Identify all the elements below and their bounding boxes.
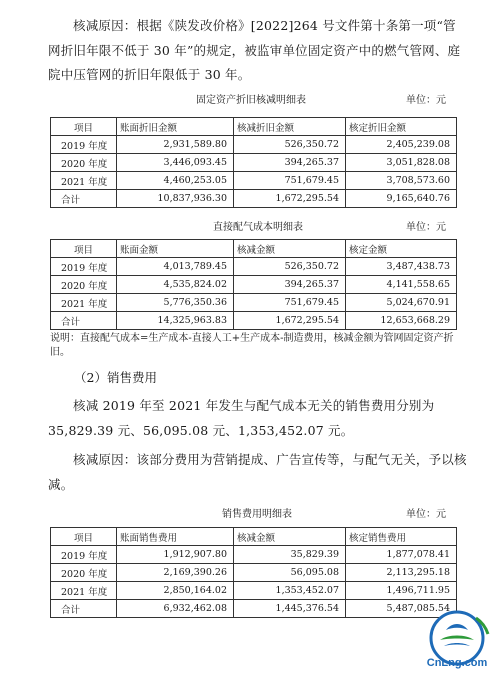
cell-deduct: 1,672,295.54 bbox=[234, 312, 346, 330]
cell-approved: 1,496,711.95 bbox=[346, 582, 457, 600]
header-cell: 账面销售费用 bbox=[117, 528, 234, 546]
unit-label-3: 单位：元 bbox=[406, 509, 446, 520]
cell-book: 4,535,824.02 bbox=[117, 276, 234, 294]
header-cell: 账面折旧金额 bbox=[117, 118, 234, 136]
cell-approved: 12,653,668.29 bbox=[346, 312, 457, 330]
table-total-row bbox=[51, 600, 457, 618]
table-row bbox=[51, 546, 457, 564]
cell-approved: 3,487,438.73 bbox=[346, 258, 457, 276]
header-cell: 核减折旧金额 bbox=[234, 118, 346, 136]
unit-label-1: 单位：元 bbox=[406, 95, 446, 106]
cell-approved: 4,141,558.65 bbox=[346, 276, 457, 294]
row-label: 合计 bbox=[51, 312, 117, 330]
table-title-direct-cost: 直接配气成本明细表 bbox=[213, 222, 303, 233]
paragraph-depreciation-reason: 核减原因：根据《陕发改价格》[2022]264 号文件第十条第一项“管网折旧年限不低于 30 年”的规定，被监审单位固定资产中的燃气管网、庭院中压管网的折旧年限低于 30 年。 bbox=[48, 18, 461, 82]
table-row bbox=[51, 172, 457, 190]
row-label: 2019 年度 bbox=[51, 136, 117, 154]
row-label: 2019 年度 bbox=[51, 546, 117, 564]
section-heading-sales-expense: （2）销售费用 bbox=[74, 370, 157, 385]
table-row bbox=[51, 154, 457, 172]
header-cell: 核减金额 bbox=[234, 240, 346, 258]
cell-book: 4,013,789.45 bbox=[117, 258, 234, 276]
table-header-row bbox=[51, 118, 457, 136]
cell-deduct: 751,679.45 bbox=[234, 294, 346, 312]
row-label: 2021 年度 bbox=[51, 294, 117, 312]
depreciation-table bbox=[50, 117, 457, 208]
row-label: 2019 年度 bbox=[51, 258, 117, 276]
cell-book: 14,325,963.83 bbox=[117, 312, 234, 330]
cell-book: 5,776,350.36 bbox=[117, 294, 234, 312]
cell-book: 2,931,589.80 bbox=[117, 136, 234, 154]
table-note: 说明：直接配气成本=生产成本-直接人工+生产成本-制造费用，核减金额为管网固定资产折旧。 bbox=[50, 333, 454, 358]
cell-book: 6,932,462.08 bbox=[117, 600, 234, 618]
cell-deduct: 1,672,295.54 bbox=[234, 190, 346, 208]
table-header-row bbox=[51, 240, 457, 258]
row-label: 2021 年度 bbox=[51, 582, 117, 600]
table-header-row bbox=[51, 528, 457, 546]
cell-approved: 3,051,828.08 bbox=[346, 154, 457, 172]
header-cell: 项目 bbox=[51, 118, 117, 136]
table-total-row bbox=[51, 190, 457, 208]
row-label: 2020 年度 bbox=[51, 154, 117, 172]
unit-label-2: 单位：元 bbox=[406, 222, 446, 233]
cell-deduct: 56,095.08 bbox=[234, 564, 346, 582]
cell-approved: 3,708,573.60 bbox=[346, 172, 457, 190]
cell-deduct: 394,265.37 bbox=[234, 154, 346, 172]
cell-book: 2,850,164.02 bbox=[117, 582, 234, 600]
table-row bbox=[51, 276, 457, 294]
paragraph-sales-deduction: 核减 2019 年至 2021 年发生与配气成本无关的销售费用分别为35,829.39 元、56,095.08 元、1,353,452.07 元。 bbox=[48, 398, 435, 438]
cell-deduct: 526,350.72 bbox=[234, 258, 346, 276]
header-cell: 项目 bbox=[51, 240, 117, 258]
cell-approved: 2,113,295.18 bbox=[346, 564, 457, 582]
cell-approved: 5,487,085.54 bbox=[346, 600, 457, 618]
table-title-depreciation: 固定资产折旧核减明细表 bbox=[196, 95, 306, 106]
cell-book: 3,446,093.45 bbox=[117, 154, 234, 172]
cell-deduct: 1,353,452.07 bbox=[234, 582, 346, 600]
paragraph-sales-reason: 核减原因：该部分费用为营销提成、广告宣传等，与配气无关，予以核减。 bbox=[48, 452, 467, 492]
cnlng-logo-icon bbox=[416, 608, 498, 671]
header-cell: 账面金额 bbox=[117, 240, 234, 258]
cell-book: 1,912,907.80 bbox=[117, 546, 234, 564]
table-row bbox=[51, 582, 457, 600]
header-cell: 核定折旧金额 bbox=[346, 118, 457, 136]
row-label: 合计 bbox=[51, 190, 117, 208]
cell-approved: 1,877,078.41 bbox=[346, 546, 457, 564]
table-row bbox=[51, 258, 457, 276]
table-row bbox=[51, 136, 457, 154]
cell-approved: 5,024,670.91 bbox=[346, 294, 457, 312]
table-total-row bbox=[51, 312, 457, 330]
row-label: 合计 bbox=[51, 600, 117, 618]
row-label: 2021 年度 bbox=[51, 172, 117, 190]
cell-deduct: 394,265.37 bbox=[234, 276, 346, 294]
header-cell: 核定销售费用 bbox=[346, 528, 457, 546]
watermark-text: CnLng.com bbox=[426, 657, 488, 669]
row-label: 2020 年度 bbox=[51, 564, 117, 582]
table-row bbox=[51, 294, 457, 312]
cell-deduct: 526,350.72 bbox=[234, 136, 346, 154]
direct-cost-table bbox=[50, 239, 457, 330]
cnlng-watermark-logo bbox=[416, 608, 498, 671]
header-cell: 核减金额 bbox=[234, 528, 346, 546]
cell-deduct: 751,679.45 bbox=[234, 172, 346, 190]
header-cell: 核定金额 bbox=[346, 240, 457, 258]
table-title-sales-expense: 销售费用明细表 bbox=[222, 509, 292, 520]
cell-deduct: 35,829.39 bbox=[234, 546, 346, 564]
cell-book: 4,460,253.05 bbox=[117, 172, 234, 190]
row-label: 2020 年度 bbox=[51, 276, 117, 294]
cell-approved: 9,165,640.76 bbox=[346, 190, 457, 208]
header-cell: 项目 bbox=[51, 528, 117, 546]
cell-deduct: 1,445,376.54 bbox=[234, 600, 346, 618]
sales-expense-table bbox=[50, 527, 457, 618]
table-row bbox=[51, 564, 457, 582]
cell-book: 2,169,390.26 bbox=[117, 564, 234, 582]
cell-book: 10,837,936.30 bbox=[117, 190, 234, 208]
cell-approved: 2,405,239.08 bbox=[346, 136, 457, 154]
